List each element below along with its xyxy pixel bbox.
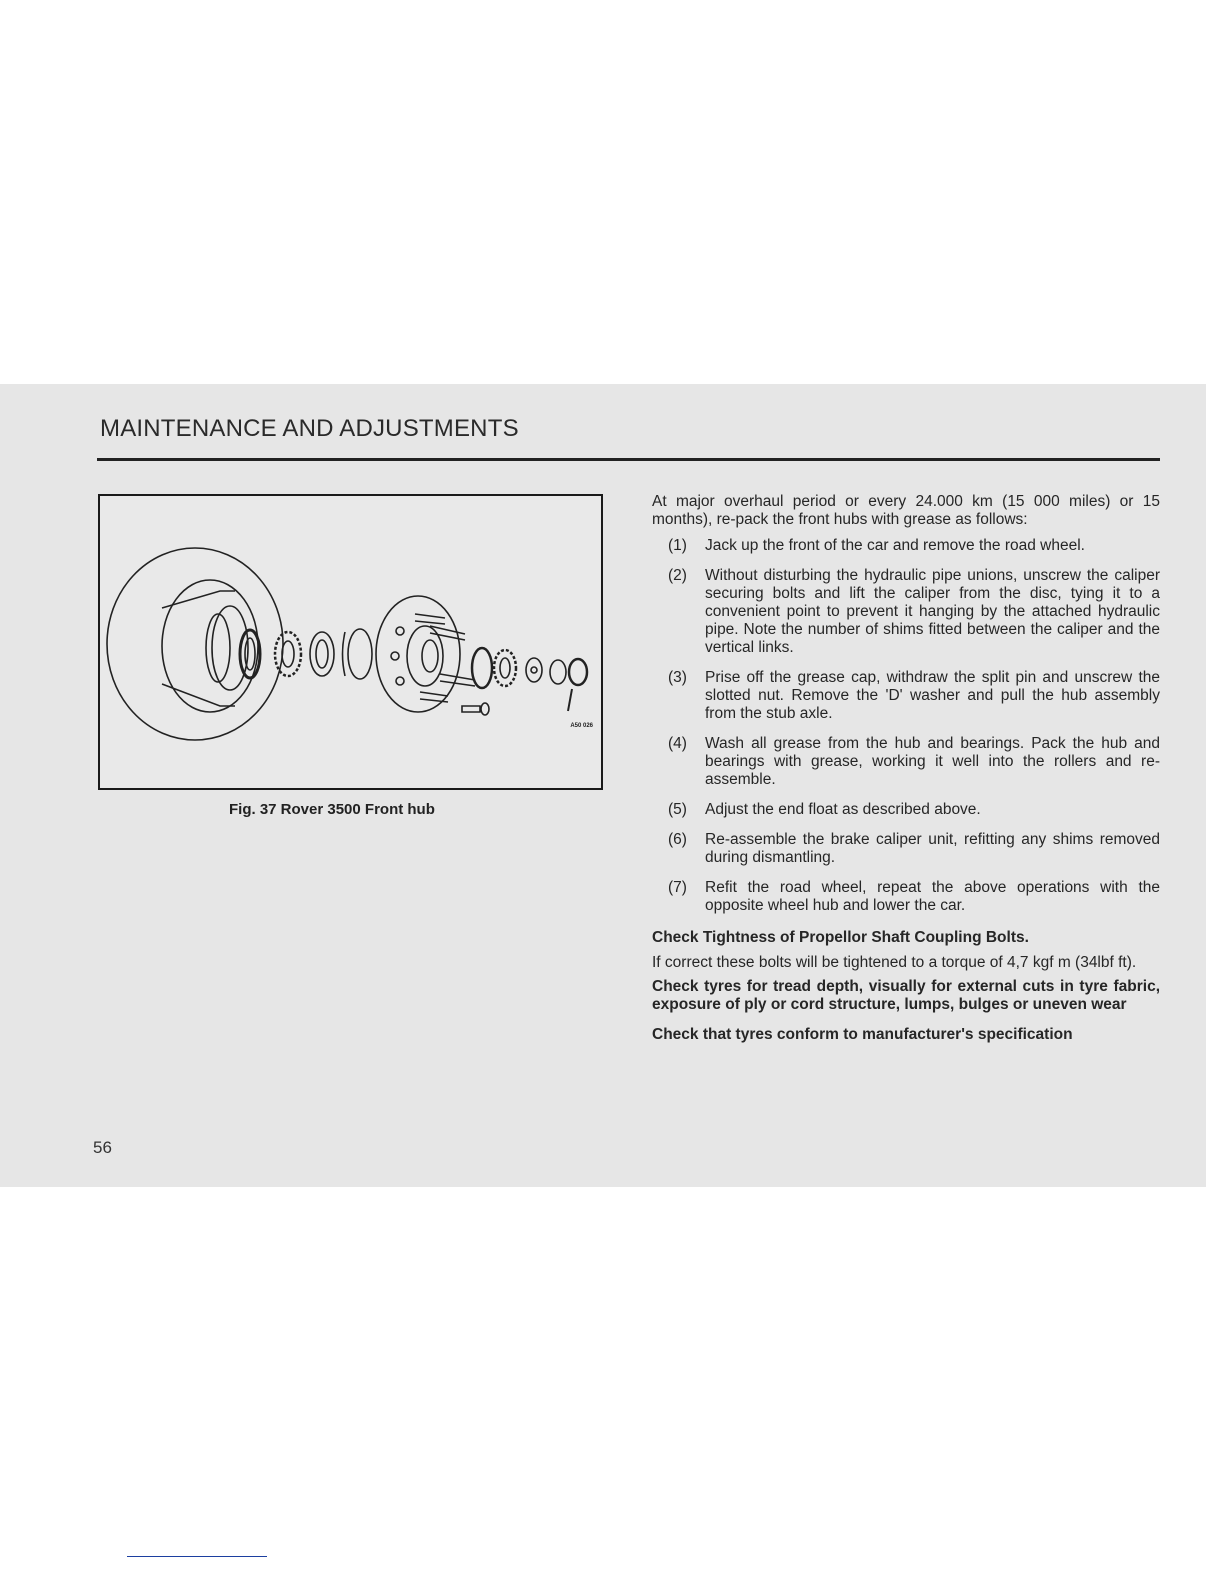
step-number: (7) xyxy=(668,879,687,896)
page-title: MAINTENANCE AND ADJUSTMENTS xyxy=(100,415,519,442)
outer-bearing-cup xyxy=(472,648,492,688)
bolt xyxy=(462,706,480,712)
tyres-spec-paragraph: Check that tyres conform to manufacturer's specification xyxy=(652,1026,1073,1043)
step-text: Refit the road wheel, repeat the above operations with the opposite wheel hub and lower the car. xyxy=(705,879,1160,914)
figure-caption: Fig. 37 Rover 3500 Front hub xyxy=(229,801,435,818)
procedure-steps xyxy=(652,537,1160,915)
step-number: (5) xyxy=(668,801,687,818)
intro-paragraph: At major overhaul period or every 24.000 km (15 000 miles) or 15 months), re-pack the front hubs with grease as follows: xyxy=(652,493,1160,528)
step-item xyxy=(652,735,1160,789)
step-number: (3) xyxy=(668,669,687,686)
step-item xyxy=(652,669,1160,723)
step-text: Wash all grease from the hub and bearings. Pack the hub and bearings with grease, working it well into the rollers and re-assemble. xyxy=(705,735,1160,788)
grease-cap xyxy=(569,659,587,685)
inner-bearing xyxy=(275,632,301,676)
footer-rule xyxy=(127,1556,267,1557)
propshaft-heading: Check Tightness of Propellor Shaft Coupling Bolts. xyxy=(652,929,1029,946)
step-text: Adjust the end float as described above. xyxy=(705,801,981,818)
split-pin xyxy=(568,689,572,711)
outer-bearing xyxy=(494,650,516,686)
figure-reference-code: A50 026 xyxy=(570,723,593,729)
header-rule xyxy=(97,458,1160,461)
step-item xyxy=(652,537,1160,555)
brake-disc xyxy=(107,548,283,740)
step-item xyxy=(652,801,1160,819)
page-number: 56 xyxy=(93,1138,112,1157)
step-number: (1) xyxy=(668,537,687,554)
hub-flange xyxy=(376,596,460,712)
d-washer xyxy=(526,658,542,682)
step-text: Jack up the front of the car and remove the road wheel. xyxy=(705,537,1085,554)
step-item xyxy=(652,879,1160,915)
front-hub-illustration xyxy=(100,496,601,788)
step-text: Without disturbing the hydraulic pipe unions, unscrew the caliper securing bolts and lift the caliper from the disc, tying it to a convenient point to prevent it hanging by the attached hydraulic pipe. Note the number of shims fitted between the caliper and the vertical links. xyxy=(705,567,1160,656)
instructions-column xyxy=(652,493,1160,1056)
step-number: (4) xyxy=(668,735,687,752)
step-item xyxy=(652,831,1160,867)
bearing-cup xyxy=(310,632,334,676)
step-text: Re-assemble the brake caliper unit, refitting any shims removed during dismantling. xyxy=(705,831,1160,866)
propshaft-paragraph: If correct these bolts will be tightened to a torque of 4,7 kgf m (34lbf ft). xyxy=(652,954,1137,971)
step-text: Prise off the grease cap, withdraw the split pin and unscrew the slotted nut. Remove the 'D' washer and pull the hub assembly from the stub axle. xyxy=(705,669,1160,722)
step-number: (6) xyxy=(668,831,687,848)
tyres-check-paragraph: Check tyres for tread depth, visually for external cuts in tyre fabric, exposure of ply or cord structure, lumps, bulges or uneven wear xyxy=(652,978,1160,1013)
step-item xyxy=(652,567,1160,657)
figure-front-hub xyxy=(98,494,603,790)
step-number: (2) xyxy=(668,567,687,584)
slotted-nut xyxy=(550,660,566,684)
